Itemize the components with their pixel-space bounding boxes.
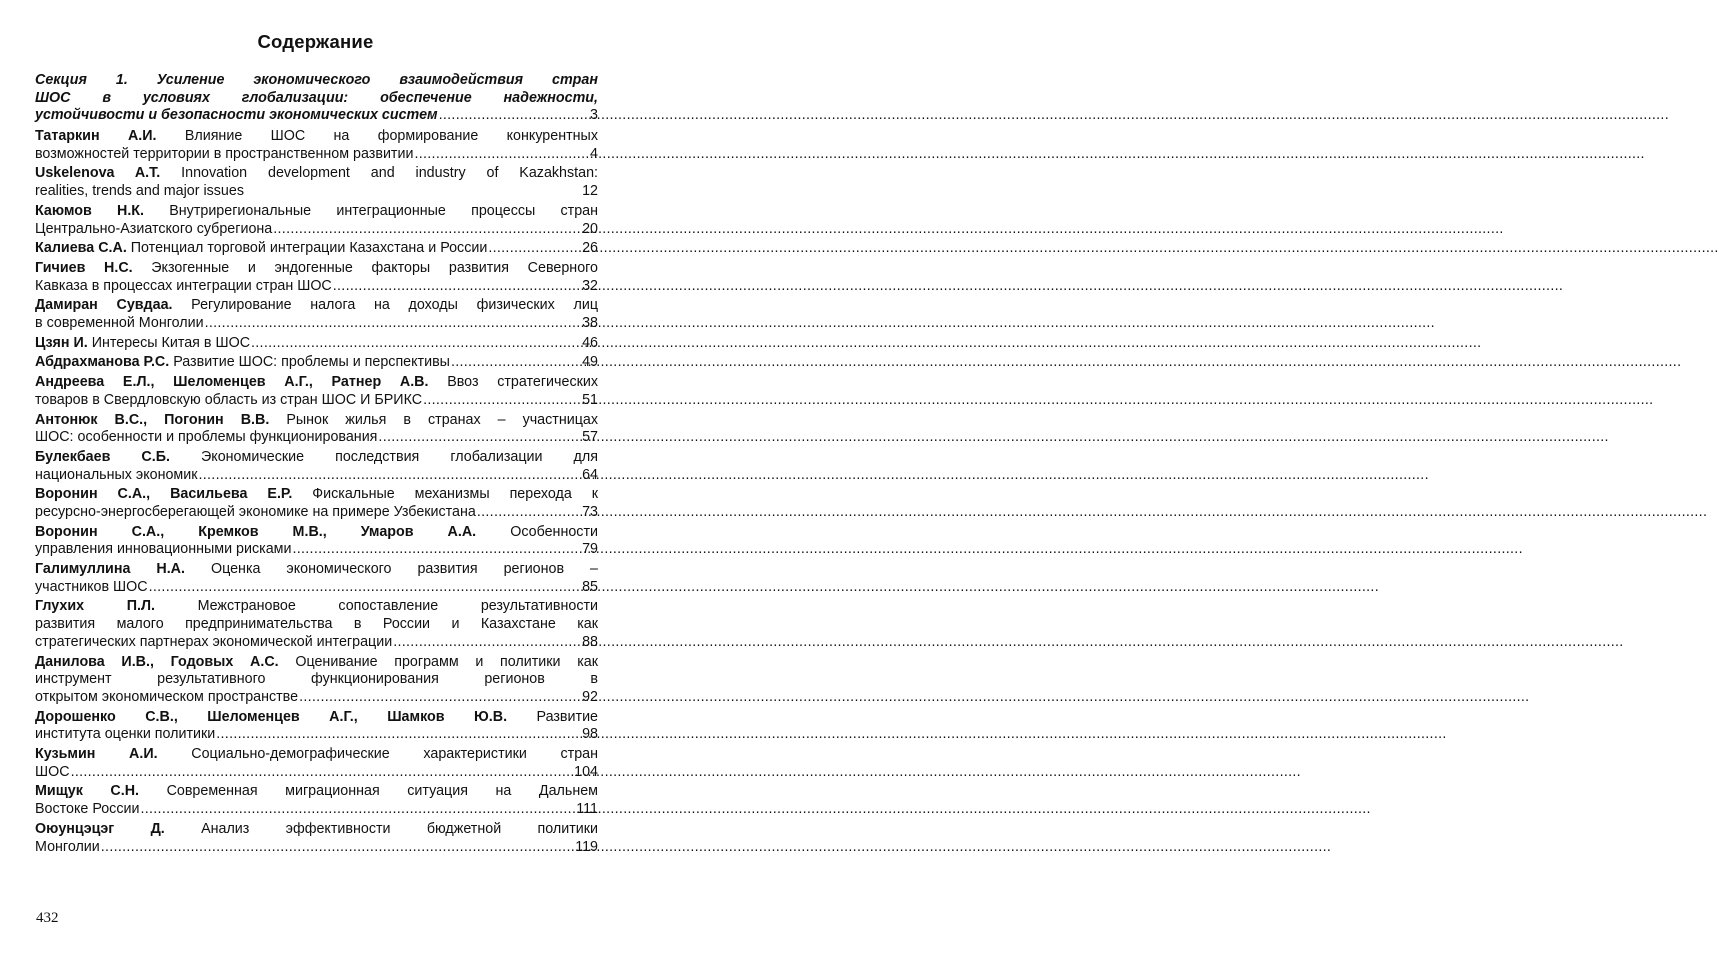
entry-title-text: Интересы Китая в ШОС: [87, 334, 251, 351]
page-ref: 73: [582, 504, 598, 520]
entry-title-text: управления инновационными рисками: [35, 541, 292, 558]
entry-title-text: Социально-демографические характеристики стран: [157, 746, 598, 763]
entry-title-text: Innovation development and industry of Kazakhstan:: [160, 165, 598, 182]
author-names: Глухих П.Л.: [35, 598, 155, 615]
dot-leader: [149, 579, 581, 597]
toc-line-last: [35, 541, 598, 559]
toc-line-last: [35, 183, 598, 201]
toc-entry: [35, 203, 598, 238]
dot-leader: [414, 146, 589, 164]
dot-leader: [439, 107, 589, 125]
toc-line: [35, 598, 598, 616]
toc-line: [35, 449, 598, 467]
author-names: Абдрахманова Р.С.: [35, 354, 170, 371]
toc-line-text: [35, 726, 215, 744]
toc-line: [35, 297, 598, 315]
author-names: Мищук С.Н.: [35, 783, 140, 800]
toc-entry: [35, 486, 598, 521]
toc-entry: [35, 128, 598, 163]
author-names: Антонюк В.С., Погонин В.В.: [35, 411, 270, 428]
entry-title-text: товаров в Свердловскую область из стран ШОС И БРИКС: [35, 391, 423, 408]
toc-entry: [35, 709, 598, 744]
toc-line-last: [35, 221, 598, 239]
page-ref: 46: [582, 334, 598, 351]
toc-line: [35, 783, 598, 801]
author-names: Андреева Е.Л., Шеломенцев А.Г., Ратнер А.В.: [35, 374, 429, 391]
author-names: Татаркин А.И.: [35, 128, 157, 145]
entry-title-text: института оценки политики: [35, 726, 216, 743]
toc-entry: [35, 746, 598, 781]
toc-line: [35, 374, 598, 392]
toc-entry: [35, 654, 598, 707]
toc-line-text: [35, 183, 244, 201]
dot-leader: [378, 429, 581, 447]
toc-entry: [35, 297, 598, 332]
toc-entry: [35, 165, 598, 200]
section-line: ШОС в условиях глобализации: обеспечение надежности,: [35, 89, 598, 106]
dot-leader: [205, 315, 582, 333]
entry-title-text: ШОС: [35, 763, 70, 780]
entry-title-text: realities, trends and major issues: [35, 183, 244, 200]
toc-line-text: [35, 278, 332, 296]
toc-line-last: [35, 392, 598, 410]
author-names: Дамиран Сувдаа.: [35, 297, 173, 314]
entry-title-text: Особенности: [476, 523, 598, 540]
entry-title-text: Центрально-Азиатского субрегиона: [35, 220, 273, 237]
toc-line: [35, 616, 598, 634]
entry-title-text: возможностей территории в пространственном развитии: [35, 145, 414, 162]
toc-line-text: [35, 429, 377, 447]
toc-line-last: [35, 579, 598, 597]
author-names: Воронин С.А., Васильева Е.Р.: [35, 486, 293, 503]
entry-title-text: Внутрирегиональные интеграционные процессы стран: [144, 202, 598, 219]
section-line: Секция 1. Усиление экономического взаимодействия стран: [35, 72, 598, 88]
toc-line: [35, 821, 598, 839]
toc-entry: [35, 335, 598, 353]
toc-line: [35, 486, 598, 504]
entry-title-text: Монголии: [35, 838, 100, 855]
page-ref: 98: [582, 726, 598, 743]
toc-line-last: [35, 429, 598, 447]
page-number: 432: [36, 910, 59, 926]
toc-line: [35, 412, 598, 430]
toc-line: [35, 203, 598, 221]
toc-entries: [35, 128, 598, 856]
dot-leader: [393, 634, 581, 652]
page-ref: 85: [582, 578, 598, 595]
author-names: Гичиев Н.С.: [35, 259, 133, 276]
entry-title-text: Экономические последствия глобализации для: [169, 448, 598, 465]
toc-line-last: [35, 801, 598, 819]
toc-line: [35, 561, 598, 579]
page-title: Содержание: [257, 31, 374, 52]
toc-entry: [35, 412, 598, 447]
author-names: Цзян И.: [35, 334, 88, 351]
toc-line: [35, 671, 598, 689]
entry-title-text: национальных экономик: [35, 466, 198, 483]
entry-title-text: стратегических партнерах экономической интеграции: [35, 633, 393, 650]
dot-leader: [299, 689, 581, 707]
toc-line-text: [35, 541, 291, 559]
entry-title-text: Регулирование налога на доходы физических лиц: [172, 297, 599, 314]
dot-leader: [251, 335, 581, 353]
toc-line-last: [35, 726, 598, 744]
dot-leader: [477, 504, 581, 522]
entry-title-text: Оценка экономического развития регионов –: [184, 561, 598, 578]
dot-leader: [101, 839, 574, 857]
entry-title-text: Анализ эффективности бюджетной политики: [164, 820, 599, 837]
toc-line-text: [35, 354, 450, 372]
page-ref: 3: [590, 107, 598, 124]
page-ref: 4: [590, 145, 598, 162]
entry-title-text: развития малого предпринимательства в России и Казахстане как: [35, 616, 598, 633]
author-names: Оюунцэцэг Д.: [35, 820, 165, 837]
toc-line-last: [35, 504, 598, 522]
toc-line-text: [35, 392, 422, 410]
toc-line: [35, 746, 598, 764]
page-ref: 51: [582, 391, 598, 408]
author-names: Булекбаев С.Б.: [35, 448, 170, 465]
page-ref: 38: [582, 315, 598, 332]
author-names: Uskelenova A.T.: [35, 165, 161, 182]
toc-line-last: [35, 764, 598, 782]
page-ref: 92: [582, 688, 598, 705]
author-names: Калиева С.А.: [35, 240, 127, 257]
toc-line: [35, 260, 598, 278]
page-ref: 64: [582, 466, 598, 483]
toc-line-text: [35, 221, 272, 239]
entry-title-text: в современной Монголии: [35, 315, 204, 332]
toc-line-text: [35, 764, 70, 782]
toc-entry: [35, 821, 598, 856]
dot-leader: [273, 221, 581, 239]
entry-title-text: Развитие ШОС: проблемы и перспективы: [169, 354, 450, 371]
toc-entry: [35, 783, 598, 818]
page-ref: 111: [576, 801, 598, 818]
toc-line-text: [35, 801, 139, 819]
author-names: Галимуллина Н.А.: [35, 561, 185, 578]
table-of-contents: [35, 72, 598, 858]
toc-line-last: [35, 335, 598, 353]
page-ref: 104: [574, 763, 598, 780]
toc-line: [35, 654, 598, 672]
page-ref: 88: [582, 633, 598, 650]
toc-line-last: [35, 839, 598, 857]
toc-entry: [35, 240, 598, 258]
toc-line-last: [35, 354, 598, 372]
toc-entry: [35, 354, 598, 372]
page-ref: 32: [582, 277, 598, 294]
toc-line-last: [35, 315, 598, 333]
entry-title-text: Потенциал торговой интеграции Казахстана и России: [126, 240, 488, 257]
toc-line-last: [35, 146, 598, 164]
toc-line-text: [35, 839, 100, 857]
author-names: Воронин С.А., Кремков М.В., Умаров А.А.: [35, 523, 477, 540]
entry-title-text: Востоке России: [35, 801, 140, 818]
page-ref: 20: [582, 220, 598, 237]
dot-leader: [198, 467, 581, 485]
dot-leader: [423, 392, 581, 410]
entry-title-text: открытом экономическом пространстве: [35, 688, 299, 705]
author-names: Кузьмин А.И.: [35, 746, 158, 763]
entry-title-text: Кавказа в процессах интеграции стран ШОС: [35, 277, 332, 294]
toc-line-text: [35, 467, 197, 485]
entry-title-text: Экзогенные и эндогенные факторы развития Северного: [132, 259, 598, 276]
entry-title-text: Влияние ШОС на формирование конкурентных: [156, 128, 598, 145]
author-names: Дорошенко С.В., Шеломенцев А.Г., Шамков Ю.В.: [35, 708, 508, 725]
entry-title-text: Межстрановое сопоставление результативности: [154, 598, 598, 615]
toc-line-text: [35, 689, 298, 707]
entry-title-text: ШОС: особенности и проблемы функционирования: [35, 429, 378, 446]
author-names: Данилова И.В., Годовых А.С.: [35, 653, 279, 670]
toc-line-last: [35, 240, 598, 258]
entry-title-text: Ввоз стратегических: [428, 374, 598, 391]
entry-title-text: Оценивание программ и политики как: [278, 653, 598, 670]
entry-title-text: Фискальные механизмы перехода к: [292, 486, 598, 503]
dot-leader: [488, 240, 581, 258]
toc-line-text: [35, 634, 392, 652]
dot-leader: [71, 764, 574, 782]
author-names: Каюмов Н.К.: [35, 202, 145, 219]
page-ref: 57: [582, 429, 598, 446]
section-line-last: [35, 107, 598, 125]
toc-entry: [35, 260, 598, 295]
document-page: [0, 0, 631, 960]
toc-line-last: [35, 278, 598, 296]
toc-line: [35, 128, 598, 146]
page-ref: 49: [582, 354, 598, 371]
toc-line: [35, 524, 598, 542]
toc-entry: [35, 598, 598, 651]
dot-leader: [292, 541, 581, 559]
dot-leader: [216, 726, 581, 744]
toc-entry: [35, 374, 598, 409]
toc-section-heading: [35, 72, 598, 125]
entry-title-text: Современная миграционная ситуация на Дальнем: [139, 783, 598, 800]
toc-entry: [35, 449, 598, 484]
toc-line-text: [35, 240, 487, 258]
toc-line-text: [35, 335, 250, 353]
entry-title-text: инструмент результативного функционирования регионов в: [35, 671, 598, 688]
page-ref: 119: [575, 838, 598, 855]
toc-line: [35, 165, 598, 183]
toc-line-last: [35, 634, 598, 652]
toc-line-text: [35, 579, 148, 597]
entry-title-text: участников ШОС: [35, 578, 148, 595]
page-ref: 12: [582, 183, 598, 200]
toc-line-text: [35, 504, 476, 522]
toc-line-last: [35, 467, 598, 485]
toc-entry: [35, 524, 598, 559]
dot-leader: [451, 354, 581, 372]
dot-leader: [140, 801, 575, 819]
toc-line: [35, 709, 598, 727]
entry-title-text: Развитие: [507, 708, 599, 725]
toc-entry: [35, 561, 598, 596]
page-ref: 26: [582, 240, 598, 257]
toc-line-text: [35, 146, 413, 164]
page-ref: 79: [582, 541, 598, 558]
entry-title-text: Рынок жилья в странах – участницах: [269, 411, 598, 428]
toc-line-last: [35, 689, 598, 707]
entry-title-text: ресурсно-энергосберегающей экономике на примере Узбекистана: [35, 504, 476, 520]
toc-line-text: [35, 315, 204, 333]
section-line-text: устойчивости и безопасности экономических систем: [35, 107, 438, 124]
dot-leader: [333, 278, 581, 296]
